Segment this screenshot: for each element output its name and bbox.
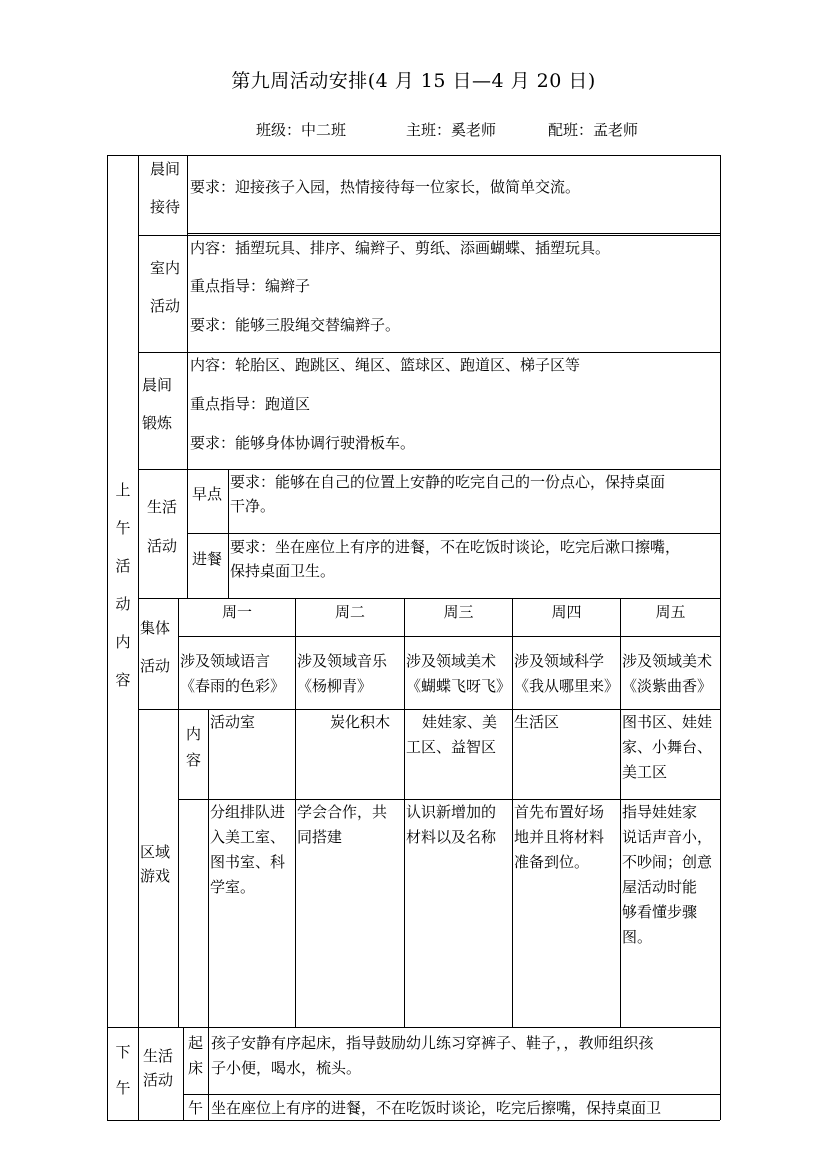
life-label: 活动 bbox=[147, 537, 178, 555]
group-topic: 《蝴蝶飞呀飞》 bbox=[406, 677, 512, 695]
exercise-label: 锻炼 bbox=[142, 414, 173, 432]
rule bbox=[178, 598, 179, 1027]
exercise-requirement: 要求：能够身体协调行驶滑板车。 bbox=[190, 434, 416, 452]
area-guidance: 图书室、科 bbox=[210, 853, 286, 871]
area-name: 生活区 bbox=[514, 713, 560, 731]
wake-text: 子小便，喝水，梳头。 bbox=[211, 1059, 362, 1077]
afternoon-life-label: 生活 bbox=[143, 1047, 174, 1065]
area-guidance: 学会合作，共 bbox=[297, 803, 388, 821]
area-guidance: 不吵闹；创意 bbox=[622, 853, 713, 871]
wake-text: 孩子安静有序起床，指导鼓励幼儿练习穿裤子、鞋子，，教师组织孩 bbox=[211, 1034, 654, 1052]
area-guidance: 屋活动时能 bbox=[622, 878, 698, 896]
area-name: 娃娃家、美 bbox=[422, 713, 498, 731]
morning-label-char: 午 bbox=[115, 519, 131, 537]
area-name: 美工区 bbox=[622, 763, 668, 781]
day-header: 周四 bbox=[551, 603, 582, 621]
rule bbox=[107, 155, 720, 156]
rule bbox=[187, 469, 188, 598]
area-guidance: 地并且将材料 bbox=[514, 828, 605, 846]
area-label: 游戏 bbox=[140, 867, 171, 885]
page-title: 第九周活动安排(4 月 15 日—4 月 20 日) bbox=[231, 70, 596, 92]
indoor-requirement: 要求：能够三股绳交替编辫子。 bbox=[190, 316, 401, 334]
rule bbox=[512, 598, 513, 1027]
rule bbox=[208, 709, 209, 1027]
day-header: 周一 bbox=[221, 603, 252, 621]
area-content-label: 容 bbox=[186, 751, 202, 769]
area-name: 工区、益智区 bbox=[406, 738, 497, 756]
meal-label: 进餐 bbox=[192, 550, 223, 568]
rule bbox=[208, 1027, 209, 1120]
exercise-label: 晨间 bbox=[142, 376, 173, 394]
snack-requirement: 要求：能够在自己的位置上安静的吃完自己的一份点心，保持桌面 bbox=[230, 473, 666, 491]
day-header: 周五 bbox=[655, 603, 686, 621]
area-name: 图书区、娃娃 bbox=[622, 713, 713, 731]
assistant-teacher: 配班：孟老师 bbox=[548, 121, 639, 139]
snack-requirement: 干净。 bbox=[230, 497, 276, 515]
reception-label: 晨间 bbox=[150, 160, 181, 178]
group-domain: 涉及领域美术 bbox=[622, 652, 713, 670]
rule bbox=[183, 1027, 184, 1120]
rule bbox=[107, 1027, 720, 1028]
area-guidance: 图。 bbox=[622, 928, 653, 946]
area-name: 炭化积木 bbox=[330, 713, 391, 731]
group-topic: 《我从哪里来》 bbox=[514, 677, 620, 695]
reception-requirement: 要求：迎接孩子入园，热情接待每一位家长，做简单交流。 bbox=[190, 178, 581, 196]
morning-label-char: 动 bbox=[115, 595, 131, 613]
area-guidance: 入美工室、 bbox=[210, 828, 286, 846]
indoor-label: 活动 bbox=[150, 297, 181, 315]
wake-label: 床 bbox=[188, 1059, 204, 1077]
rule bbox=[404, 598, 405, 1027]
area-guidance: 首先布置好场 bbox=[514, 803, 605, 821]
morning-label-char: 容 bbox=[115, 671, 131, 689]
area-guidance: 准备到位。 bbox=[514, 853, 590, 871]
morning-label-char: 活 bbox=[115, 557, 131, 575]
exercise-content: 内容：轮胎区、跑跳区、绳区、篮球区、跑道区、梯子区等 bbox=[190, 356, 581, 374]
group-label: 活动 bbox=[140, 657, 171, 675]
area-label: 区域 bbox=[140, 843, 171, 861]
snack-label: 早点 bbox=[192, 485, 223, 503]
area-content-label: 内 bbox=[186, 725, 202, 743]
head-teacher: 主班：奚老师 bbox=[406, 121, 497, 139]
group-label: 集体 bbox=[140, 619, 171, 637]
indoor-label: 室内 bbox=[150, 259, 181, 277]
area-guidance: 学室。 bbox=[210, 878, 256, 896]
area-guidance: 说话声音小， bbox=[622, 828, 713, 846]
afternoon-life-label: 活动 bbox=[143, 1071, 174, 1089]
area-guidance: 认识新增加的 bbox=[406, 803, 497, 821]
rule bbox=[107, 1120, 720, 1121]
life-label: 生活 bbox=[147, 498, 178, 516]
wake-label: 起 bbox=[188, 1034, 204, 1052]
rule bbox=[228, 469, 229, 598]
group-topic: 《淡紫曲香》 bbox=[622, 677, 713, 695]
morning-label-char: 内 bbox=[115, 633, 131, 651]
area-guidance: 够看懂步骤 bbox=[622, 903, 698, 921]
class-label: 班级：中二班 bbox=[256, 121, 347, 139]
area-name: 活动室 bbox=[210, 713, 256, 731]
area-guidance: 分组排队进 bbox=[210, 803, 286, 821]
rule bbox=[720, 155, 721, 1120]
rule bbox=[183, 1094, 720, 1095]
area-guidance: 材料以及名称 bbox=[406, 828, 497, 846]
group-topic: 《杨柳青》 bbox=[297, 677, 373, 695]
afternoon-label-char: 午 bbox=[115, 1079, 131, 1097]
group-domain: 涉及领域美术 bbox=[406, 652, 497, 670]
group-topic: 《春雨的色彩》 bbox=[180, 677, 286, 695]
afternoon-label-char: 下 bbox=[115, 1043, 131, 1061]
group-domain: 涉及领域科学 bbox=[514, 652, 605, 670]
day-header: 周三 bbox=[443, 603, 474, 621]
area-guidance: 指导娃娃家 bbox=[622, 803, 698, 821]
lunch-label: 午 bbox=[188, 1099, 204, 1117]
rule bbox=[138, 155, 139, 1120]
rule bbox=[295, 598, 296, 1027]
indoor-focus: 重点指导：编辫子 bbox=[190, 277, 311, 295]
exercise-focus: 重点指导：跑道区 bbox=[190, 395, 311, 413]
lunch-text: 坐在座位上有序的进餐，不在吃饭时谈论，吃完后擦嘴，保持桌面卫 bbox=[211, 1099, 662, 1117]
group-domain: 涉及领域音乐 bbox=[297, 652, 388, 670]
reception-label: 接待 bbox=[150, 198, 181, 216]
meal-requirement: 保持桌面卫生。 bbox=[230, 562, 336, 580]
area-name: 家、小舞台、 bbox=[622, 738, 713, 756]
group-domain: 涉及领域语言 bbox=[180, 652, 271, 670]
rule bbox=[620, 598, 621, 1027]
rule bbox=[107, 155, 108, 1120]
meal-requirement: 要求：坐在座位上有序的进餐，不在吃饭时谈论，吃完后漱口擦嘴， bbox=[230, 538, 681, 556]
day-header: 周二 bbox=[334, 603, 365, 621]
morning-label-char: 上 bbox=[115, 481, 131, 499]
indoor-content: 内容：插塑玩具、排序、编辫子、剪纸、添画蝴蝶、插塑玩具。 bbox=[190, 239, 611, 257]
area-guidance: 同搭建 bbox=[297, 828, 343, 846]
rule bbox=[178, 636, 720, 637]
rule bbox=[138, 598, 720, 599]
rule bbox=[187, 233, 720, 234]
rule bbox=[187, 533, 720, 534]
rule bbox=[187, 155, 188, 469]
